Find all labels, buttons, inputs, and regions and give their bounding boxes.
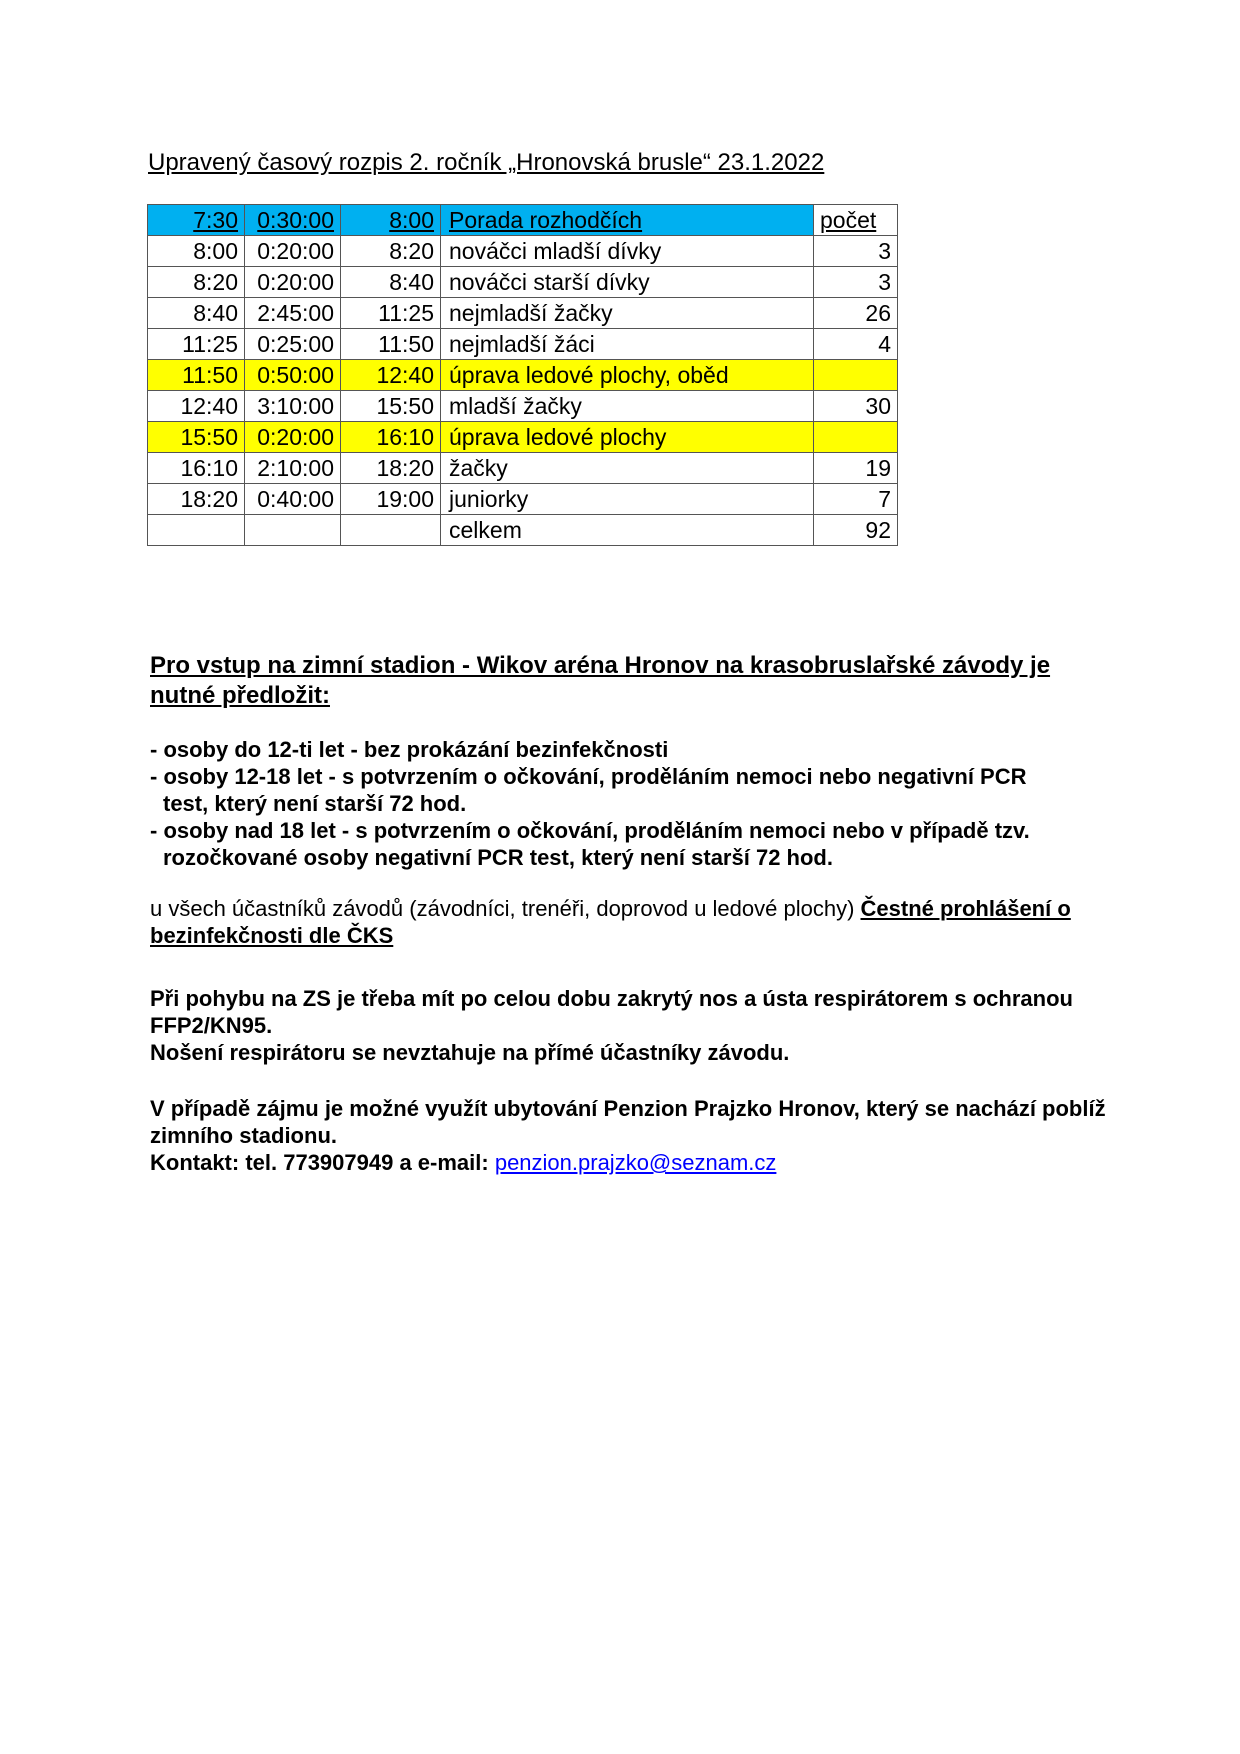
duration-cell: 2:45:00 <box>245 298 341 329</box>
bullet-line-continued: test, který není starší 72 hod. <box>163 791 467 816</box>
participants-note <box>150 895 1110 949</box>
duration-cell: 0:50:00 <box>245 360 341 391</box>
count-cell: 7 <box>814 484 898 515</box>
start-time-cell <box>148 515 245 546</box>
bullet-line: - osoby do 12-ti let - bez prokázání bezinfekčnosti <box>150 737 669 762</box>
start-time-cell: 11:50 <box>148 360 245 391</box>
duration-cell <box>245 515 341 546</box>
end-time-cell: 19:00 <box>341 484 441 515</box>
duration-cell: 0:20:00 <box>245 267 341 298</box>
count-cell: 26 <box>814 298 898 329</box>
count-cell <box>814 422 898 453</box>
category-cell: celkem <box>441 515 814 546</box>
category-cell: nejmladší žačky <box>441 298 814 329</box>
accommodation-text: V případě zájmu je možné využít ubytování Penzion Prajzko Hronov, který se nachází poblíž zimního stadionu. <box>150 1096 1106 1148</box>
duration-cell: 2:10:00 <box>245 453 341 484</box>
bullet-line: - osoby 12-18 let - s potvrzením o očkování, proděláním nemoci nebo negativní PCR <box>150 764 1027 789</box>
start-time-cell: 18:20 <box>148 484 245 515</box>
count-cell: 30 <box>814 391 898 422</box>
table-row <box>148 515 898 546</box>
category-cell: úprava ledové plochy, oběd <box>441 360 814 391</box>
start-time-cell: 7:30 <box>148 205 245 236</box>
table-header-row <box>148 205 898 236</box>
start-time-cell: 8:40 <box>148 298 245 329</box>
count-cell <box>814 360 898 391</box>
end-time-cell <box>341 515 441 546</box>
category-cell: úprava ledové plochy <box>441 422 814 453</box>
accommodation-note <box>150 1095 1110 1176</box>
page-title: Upravený časový rozpis 2. ročník „Hronovská brusle“ 23.1.2022 <box>148 149 825 176</box>
duration-cell: 3:10:00 <box>245 391 341 422</box>
start-time-cell: 8:20 <box>148 267 245 298</box>
participants-text: u všech účastníků závodů (závodníci, trenéři, doprovod u ledové plochy) <box>150 896 861 921</box>
end-time-cell: 16:10 <box>341 422 441 453</box>
duration-cell: 0:20:00 <box>245 422 341 453</box>
start-time-cell: 12:40 <box>148 391 245 422</box>
table-row <box>148 391 898 422</box>
count-cell: 4 <box>814 329 898 360</box>
contact-text: Kontakt: tel. 773907949 a e-mail: <box>150 1150 495 1175</box>
schedule-table <box>147 204 898 546</box>
table-row <box>148 329 898 360</box>
end-time-cell: 18:20 <box>341 453 441 484</box>
duration-cell: 0:20:00 <box>245 236 341 267</box>
end-time-cell: 8:20 <box>341 236 441 267</box>
start-time-cell: 11:25 <box>148 329 245 360</box>
respirator-exception: Nošení respirátoru se nevztahuje na přímé účastníky závodu. <box>150 1040 790 1065</box>
category-cell: nováčci mladší dívky <box>441 236 814 267</box>
end-time-cell: 15:50 <box>341 391 441 422</box>
bullet-line-continued: rozočkované osoby negativní PCR test, který není starší 72 hod. <box>163 845 833 870</box>
start-time-cell: 15:50 <box>148 422 245 453</box>
category-cell: Porada rozhodčích <box>441 205 814 236</box>
count-cell: 3 <box>814 236 898 267</box>
table-row <box>148 267 898 298</box>
end-time-cell: 11:25 <box>341 298 441 329</box>
entry-heading: Pro vstup na zimní stadion - Wikov aréna Hronov na krasobruslařské závody je nutné předložit: <box>150 652 1051 709</box>
duration-cell: 0:40:00 <box>245 484 341 515</box>
table-row <box>148 236 898 267</box>
respirator-note <box>150 985 1110 1066</box>
table-row <box>148 484 898 515</box>
bullet-line: - osoby nad 18 let - s potvrzením o očkování, proděláním nemoci nebo v případě tzv. <box>150 818 1030 843</box>
end-time-cell: 12:40 <box>341 360 441 391</box>
table-row <box>148 453 898 484</box>
start-time-cell: 16:10 <box>148 453 245 484</box>
end-time-cell: 8:40 <box>341 267 441 298</box>
table-row <box>148 298 898 329</box>
count-cell: 92 <box>814 515 898 546</box>
duration-cell: 0:30:00 <box>245 205 341 236</box>
count-cell: počet <box>814 205 898 236</box>
end-time-cell: 8:00 <box>341 205 441 236</box>
honor-declaration: Čestné prohlášení o bezinfekčnosti dle ČKS <box>150 896 1071 948</box>
category-cell: žačky <box>441 453 814 484</box>
table-row <box>148 422 898 453</box>
bullet-item <box>150 736 1110 763</box>
email-link[interactable]: penzion.prajzko@seznam.cz <box>494 1150 777 1175</box>
start-time-cell: 8:00 <box>148 236 245 267</box>
contact-line <box>150 1149 1110 1176</box>
duration-cell: 0:25:00 <box>245 329 341 360</box>
category-cell: nejmladší žáci <box>441 329 814 360</box>
bullet-item <box>150 763 1110 817</box>
count-cell: 19 <box>814 453 898 484</box>
count-cell: 3 <box>814 267 898 298</box>
category-cell: mladší žačky <box>441 391 814 422</box>
respirator-text: Při pohybu na ZS je třeba mít po celou dobu zakrytý nos a ústa respirátorem s ochranou FFP2/KN95. <box>150 986 1073 1038</box>
end-time-cell: 11:50 <box>341 329 441 360</box>
bullet-item <box>150 817 1110 871</box>
category-cell: juniorky <box>441 484 814 515</box>
table-row <box>148 360 898 391</box>
entry-bullets <box>150 736 1110 871</box>
category-cell: nováčci starší dívky <box>441 267 814 298</box>
